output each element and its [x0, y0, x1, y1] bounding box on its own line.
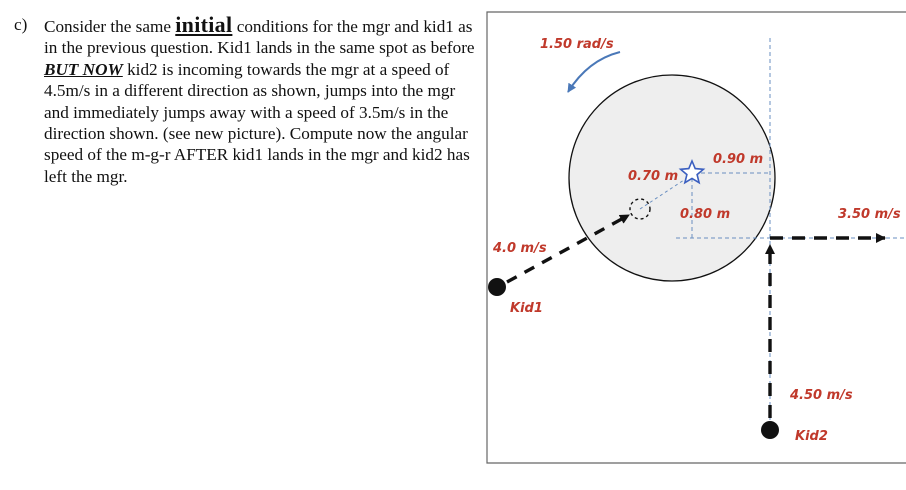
kid1-speed-label: 4.0 m/s [493, 241, 547, 256]
distance-090-label: 0.90 m [713, 152, 764, 167]
kid2-outgoing-speed-label: 3.50 m/s [838, 207, 901, 222]
kid2-incoming-speed-label: 4.50 m/s [790, 388, 853, 403]
question-part3: kid2 is incoming towards the mgr at a speed of 4.5m/s in a different direction as shown, jumps into the mgr and immediately jumps away with a speed of 3.5m/s in the direction shown. (see new picture). Compute now the angular speed of the m-g-r AFTER kid1 lands in the mgr and kid2 has left the mgr. [44, 59, 470, 186]
rotation-arrow [568, 52, 620, 92]
question-part2: conditions for the mgr and kid1 as in the previous question. Kid1 lands in the same spot as before [44, 17, 475, 58]
question-label: c) [14, 15, 28, 34]
distance-070-label: 0.70 m [628, 169, 679, 184]
emphasis-initial: initial [175, 12, 233, 37]
distance-080-label: 0.80 m [680, 207, 731, 222]
kid1-label: Kid1 [510, 301, 543, 316]
kid2-label: Kid2 [795, 429, 828, 444]
question-part1: Consider the same [44, 17, 176, 36]
omega-label: 1.50 rad/s [540, 37, 614, 52]
kid2-dot [761, 421, 779, 439]
emphasis-but-now: BUT NOW [44, 59, 123, 79]
kid1-dot [488, 278, 506, 296]
